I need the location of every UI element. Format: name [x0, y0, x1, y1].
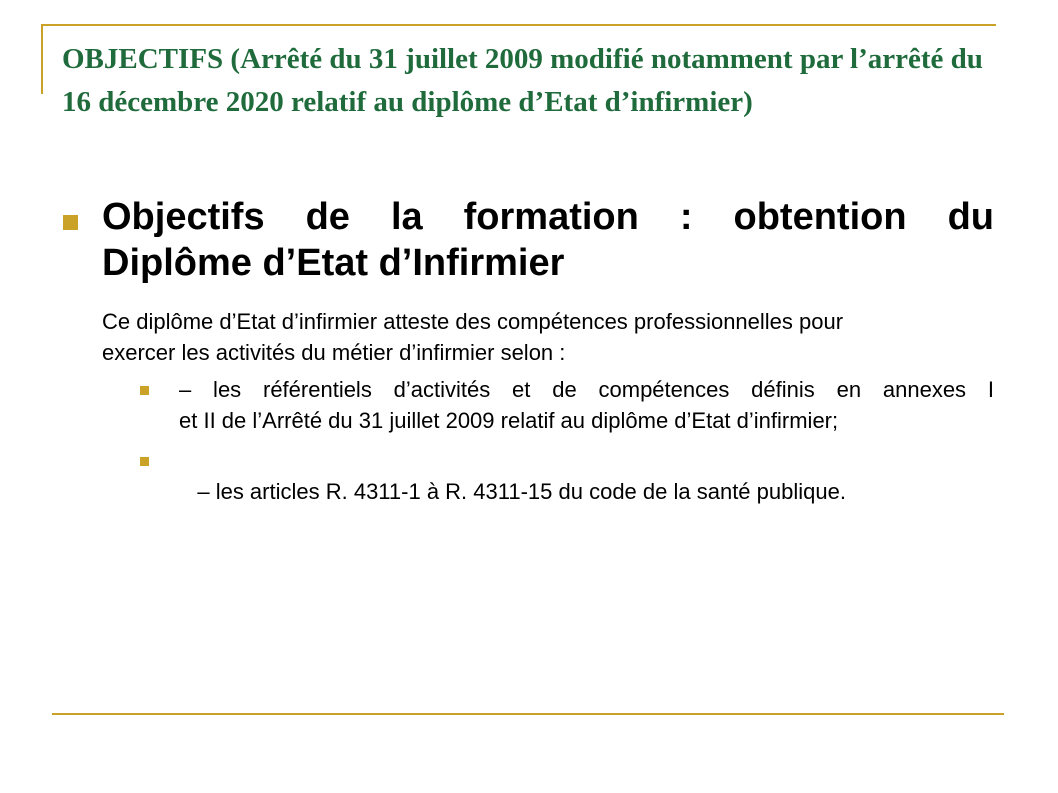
main-heading: [102, 194, 994, 286]
top-rule: [41, 24, 996, 26]
intro-line-1: Ce diplôme d’Etat d’infirmier atteste des compétences professionnelles pour: [102, 309, 844, 334]
main-heading-line-1: Objectifs de la formation : obtention du: [102, 196, 994, 238]
square-bullet-icon: [140, 457, 149, 466]
square-bullet-icon: [140, 386, 149, 395]
list-item-line-2: et II de l’Arrêté du 31 juillet 2009 relatif au diplôme d’Etat d’infirmier;: [179, 408, 839, 433]
main-heading-line-2: Diplôme d’Etat d’Infirmier: [102, 242, 565, 284]
intro-line-2: exercer les activités du métier d’infirmier selon :: [102, 340, 566, 365]
slide-title: OBJECTIFS (Arrêté du 31 juillet 2009 modifié notamment par l’arrêté du 16 décembre 2020 relatif au diplôme d’Etat d’infirmier): [62, 43, 983, 118]
list-item-line-1: – les articles R. 4311-1 à R. 4311-15 du code de la santé publique.: [191, 479, 846, 504]
left-rule: [41, 24, 43, 94]
list-item-line-1: – les référentiels d’activités et de compétences définis en annexes I: [179, 377, 994, 402]
bottom-rule: [52, 713, 1004, 715]
list-item: [179, 374, 994, 436]
square-bullet-icon: [63, 215, 78, 230]
list-item: [179, 445, 994, 507]
intro-paragraph: [102, 306, 997, 368]
